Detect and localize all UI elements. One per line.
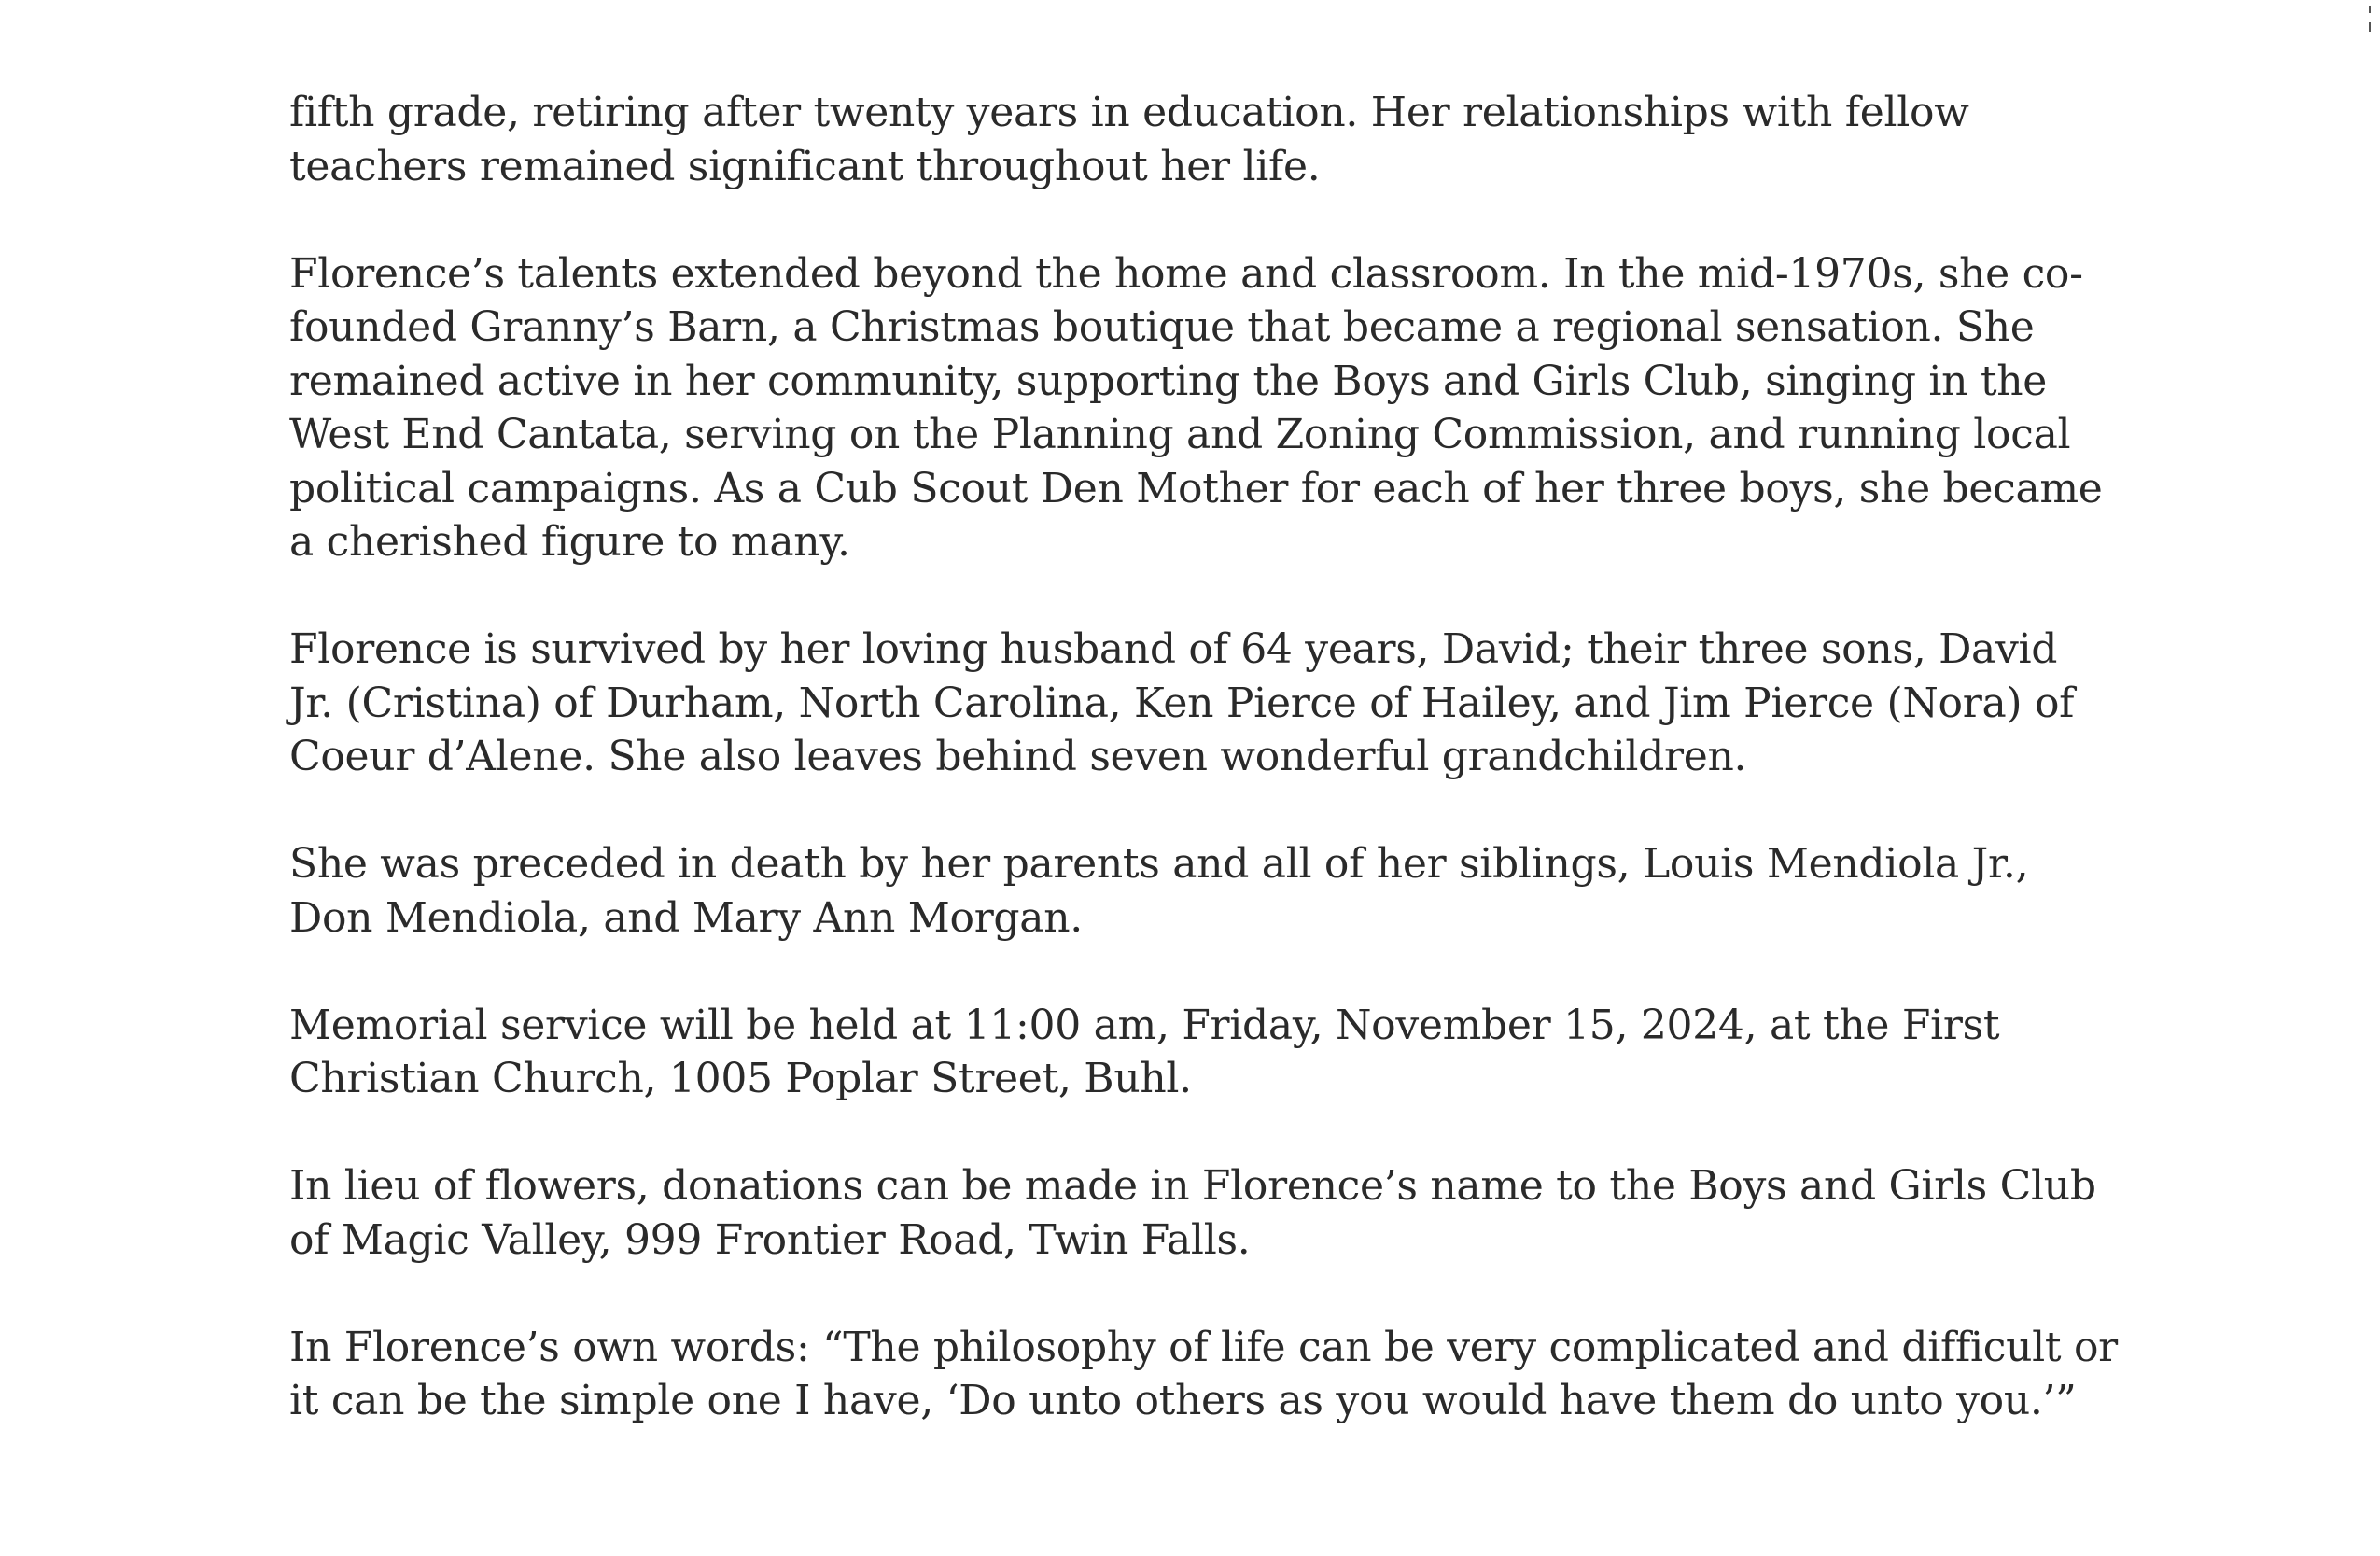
text-line: Coeur d’Alene. She also leaves behind seven wonderful grandchildren.: [289, 733, 1747, 780]
text-line: She was preceded in death by her parents and all of her siblings, Louis Mendiola Jr.,: [289, 840, 2029, 888]
scan-mark: [2369, 22, 2371, 32]
text-line: fifth grade, retiring after twenty years in education. Her relationships with fellow: [289, 89, 1969, 136]
text-line: Memorial service will be held at 11:00 am, Friday, November 15, 2024, at the First: [289, 1001, 2000, 1049]
obituary-text: [289, 86, 2156, 1481]
text-line: of Magic Valley, 999 Frontier Road, Twin Falls.: [289, 1215, 1251, 1264]
text-line: Don Mendiola, and Mary Ann Morgan.: [289, 893, 1083, 942]
paragraph-career: [289, 86, 2156, 193]
text-line: a cherished figure to many.: [289, 518, 850, 566]
paragraph-donations: [289, 1159, 2156, 1267]
text-line: founded Granny’s Barn, a Christmas boutique that became a regional sensation. She: [289, 303, 2035, 351]
text-line: In Florence’s own words: “The philosophy of life can be very complicated and difficult or: [289, 1323, 2118, 1371]
text-line: Jr. (Cristina) of Durham, North Carolina, Ken Pierce of Hailey, and Jim Pierce (Nora) of: [289, 679, 2075, 727]
paragraph-memorial-service: [289, 999, 2156, 1106]
text-line: teachers remained significant throughout her life.: [289, 142, 1321, 190]
text-line: political campaigns. As a Cub Scout Den Mother for each of her three boys, she became: [289, 464, 2103, 512]
text-line: Christian Church, 1005 Poplar Street, Buhl.: [289, 1055, 1192, 1102]
paragraph-preceded: [289, 837, 2156, 945]
scan-edge-marks: [2369, 6, 2373, 37]
text-line: In lieu of flowers, donations can be made in Florence’s name to the Boys and Girls Club: [289, 1162, 2096, 1210]
paragraph-community: [289, 247, 2156, 569]
text-line: remained active in her community, supporting the Boys and Girls Club, singing in the: [289, 357, 2048, 405]
scan-mark: [2369, 6, 2371, 13]
paragraph-quote: [289, 1321, 2156, 1428]
text-line: it can be the simple one I have, ‘Do unto others as you would have them do unto you.’”: [289, 1377, 2077, 1424]
text-line: West End Cantata, serving on the Planning and Zoning Commission, and running local: [289, 411, 2071, 458]
text-line: Florence’s talents extended beyond the home and classroom. In the mid-1970s, she co-: [289, 249, 2083, 298]
paragraph-survivors: [289, 623, 2156, 784]
text-line: Florence is survived by her loving husband of 64 years, David; their three sons, David: [289, 625, 2058, 673]
